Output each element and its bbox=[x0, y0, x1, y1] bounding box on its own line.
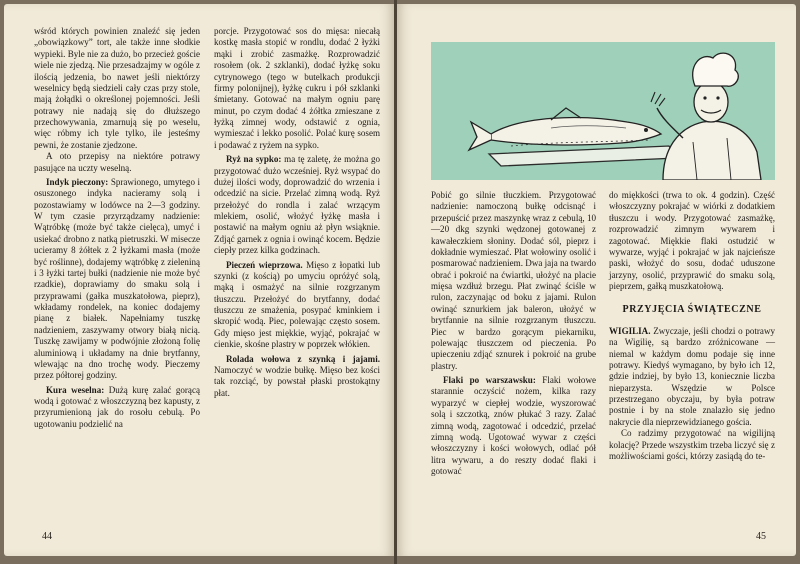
recipe-heading: Indyk pieczony: bbox=[46, 176, 109, 187]
right-page bbox=[397, 4, 796, 556]
right-column-2 bbox=[609, 190, 775, 462]
recipes-lead: A oto przepisy na niektóre potrawy pasujące na uczty weselną. bbox=[34, 151, 200, 173]
recipe-text: Dużą kurę zalać gorącą wodą i gotować z włoszczyzną bez kapusty, z przyrumienioną jak do rosołu cebulą. Po ugotowaniu podzielić na bbox=[34, 384, 200, 429]
recipe-kura bbox=[34, 385, 200, 431]
recipe-indyk bbox=[34, 177, 200, 382]
recipe-heading: Pieczeń wieprzowa. bbox=[226, 259, 303, 270]
recipe-pieczen bbox=[214, 260, 380, 351]
left-page bbox=[4, 4, 394, 556]
recipe-text: Mięso z łopatki lub szynki (z kością) po umyciu opróżyć solą, mąką i osmażyć na silnie rozgrzanym tłuszczu. Przełożyć do brytfanny, dodać tłuszczu ze smażenia, posypać kminkiem i skropić wodą. Piec, polewając często sosem. Gdy mięso jest miękkie, wyjąć, pokrajać w cienkie, skośne plastry w poprzek włókien. bbox=[214, 259, 380, 350]
left-column-2 bbox=[214, 26, 380, 399]
left-column-1 bbox=[34, 26, 200, 430]
recipe-text: Sprawionego, umytego i osuszonego indyka nacieramy solą i pozostawiamy w lodówce na 2—3 godziny. W tym czasie przyrządzamy nadzienie: Wątróbkę (może być także cielęca), umyć i usiekać drobno z natką pietruszki. W misecze ucieramy 8 żółtek z 2 łyżkami masła (może być roślinne), dodajemy wątróbkę z zieleniną i 3 łyżki tartej bułki (nadzienie nie może być rzadkie), doprawiamy do smaku solą i przyprawami (gałka muszkatołowa, pieprz), wkładamy rondelek, na koniec dodajemy pianę z białek. Napełniamy tuszkę nadzieniem, zaszywamy otwory białą nicią. Tuszkę zawijamy w podwójnie złożoną folię aluminiową i układamy na dnie brytfanny, wlewając na dno trochę wody. Pieczemy przez półtorej godziny. bbox=[34, 176, 200, 381]
recipe-heading: Rolada wołowa z szynką i jajami. bbox=[226, 353, 380, 364]
wigilia-paragraph bbox=[609, 326, 775, 428]
recipe-text: Namoczyć w wodzie bułkę. Mięso bez kości tak rozciąć, by powstał płaski prostokątny płat. bbox=[214, 364, 380, 398]
wigilia-heading: WIGILIA. bbox=[609, 325, 651, 336]
page-number: 44 bbox=[42, 531, 52, 542]
chef-illustration bbox=[431, 42, 775, 180]
chef-with-fish-drawing bbox=[431, 42, 775, 180]
recipe-rolada bbox=[214, 354, 380, 400]
page-number: 45 bbox=[756, 531, 766, 542]
recipe-flaki bbox=[431, 375, 596, 477]
recipe-heading: Kura weselna: bbox=[46, 384, 105, 395]
recipe-heading: Flaki po warszawsku: bbox=[443, 375, 536, 385]
closing-paragraph: Co radzimy przygotować na wigilijną kolację? Przede wszystkim trzeba liczyć się z możliwościami gości, którzy zasiądą do te- bbox=[609, 428, 775, 461]
recipe-rolada-continued: Pobić go silnie tłuczkiem. Przygotować nadzienie: namoczoną bułkę odcisnąć i przepuścić przez maszynkę wraz z cebulą, 10—20 dkg szynki wędzonej gotowanej z kawałeczkiem słoniny. Dodać sól, pieprz i dokładnie wymieszać. Płat wołowiny osolić i posmarować nadzieniem. Dwa jaja na twardo obrać i pokroić na ćwiartki, ułożyć na placie mięsa wzdłuż brzegu. Płat zwinąć ściśle w rulon, zaczynając od boku z jajami. Rulon owinąć sznurkiem jak baleron, ułożyć w brytfannie na silnie rozgrzanym tłuszczu. Piec w bardzo gorącym piekarniku, polewając tłuszczem od pieczenia. Po upieczeniu zdjąć sznurek i pokroić na grube plastry. bbox=[431, 190, 596, 371]
recipe-flaki-continued: do miękkości (trwa to ok. 4 godzin). Część włoszczyzny pokrajać w wiórki z dodatkiem tłuszczu i wody. Przygotować zasmażkę, rozprowadzić zimnym wywarem i zagotować. Miękkie flaki ostudzić w wywarze, wyjąć i pokrajać w jak najcieńsze paski, włożyć do sosu, dodać uduszone jarzyny, osolić, przyprawić do smaku solą, pieprzem, gałką muszkatołową. bbox=[609, 190, 775, 291]
intro-paragraph: wśród których powinien znaleźć się jeden „obowiązkowy” tort, ale także inne słodkie wypieki. Byle nie za dużo, bo przecież goście wiele nie zjedzą. Nie przesadzajmy w ogóle z ilością jedzenia, bo nawet jeśli niektórzy weselnicy będą siedzieli cały czas przy stole, mają żołądki o określonej pojemności. Jeśli potrawy nie nadają się do dłuższego przechowywania, zmarnują się po weselu, więc róbmy ich tyle tylko, ile jesteśmy pewni, że zostanie zjedzone. bbox=[34, 26, 200, 150]
recipe-kura-continued: porcje. Przygotować sos do mięsa: niecałą kostkę masła stopić w rondlu, dodać 2 łyżki mąki i zrobić zasmażkę. Rozprowadzić rosołem (ok. 2 szklanki), dodać łyżkę soku cytrynowego (tego w butelkach produkcji firmy polonijnej), łyżkę cukru i pół szklanki śmietany. Gotować na małym ogniu parę minut, po czym dodać 4 żółtka zmieszane z łyżką zimnej wody, odstawić z ognia, wymieszać i lekko posolić. Polać kurę sosem i podawać z ryżem na sypko. bbox=[214, 26, 380, 150]
recipe-text: Flaki wołowe starannie oczyścić nożem, kilka razy wyparzyć w ciepłej wodzie, wyszorować solą i szczotką, znów płukać 3 razy. Zalać zimną wodą, zagotować i odcedzić, przelać zimną wodą. Ugotować wywar z części włoszczyzny i kości wołowych, odlać pół litra wywaru, a do reszty dodać flaki i gotować bbox=[431, 375, 596, 476]
recipe-heading: Ryż na sypko: bbox=[226, 154, 282, 165]
section-title: PRZYJĘCIA ŚWIĄTECZNE bbox=[622, 304, 762, 316]
recipe-text: ma tę zaletę, że można go przygotować dużo wcześniej. Ryż wsypać do dużej ilości wody, doprowadzić do wrzenia i odcedzić na sicie. Przelać zimną wodą. Ryż przełożyć do rondla i zalać wrzącym mlekiem, osolić, włożyć łyżkę masła i postawić na małym ogniu aż płyn wsiąknie. Zdjąć garnek z ognia i owinąć kocem. Będzie ciepły przez kilka godzinach. bbox=[214, 154, 380, 256]
recipe-ryz bbox=[214, 154, 380, 256]
wigilia-text: Zwyczaje, jeśli chodzi o potrawy na Wigilię, są bardzo zróżnicowane — niemal w każdym domu podaje się inne potrawy. Kiedyś wymagano, by było ich 12, gdzie indziej, by było 13, koniecznie liczba nieparzysta. Wszędzie w Polsce przestrzegano obyczaju, by była potraw postnie i by na stole znalazło się jedno nakrycie dla nieprzewidzianego gościa. bbox=[609, 325, 775, 427]
right-column-1 bbox=[431, 190, 596, 477]
